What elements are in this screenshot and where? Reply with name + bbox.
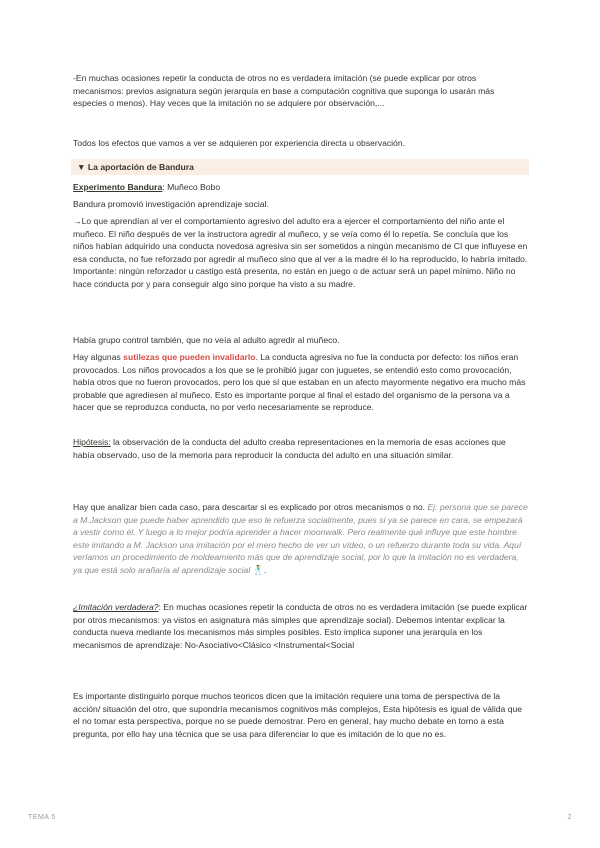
hypothesis-label: Hipótesis: <box>73 437 111 447</box>
toggle-bandura-header[interactable] <box>71 159 529 175</box>
analysis-text: Hay que analizar bien cada caso, para descartar si es explicado por otros mecanismos o no. <box>73 502 428 512</box>
page-number: 2 <box>567 814 572 821</box>
control-group-paragraph <box>73 334 529 347</box>
experiment-text: →Lo que aprendían al ver el comportamiento agresivo del adulto era a ejercer el comportamiento del niño ante el muñeco. El niño después de ver la instructora agredir al muñeco, y se veía como él lo repetía. Se concluía que los niños habían adquirido una conducta novedosa agresiva sin ser sometidos a ningún mecanismo de CI que influyese en esa conducta, no fue reforzado por agredir al muñeco sino que al ver a la madre él lo ha reproducido, lo habría imitado. Importante: ningún reforzador u castigo está presenta, no están en juego o de actuar será un papel mínimo. Niño no hace conducta por y para conseguir algo sino porque ha visto a su madre. <box>73 216 528 289</box>
experiment-paragraph <box>73 215 529 291</box>
true-imitation-paragraph <box>73 601 529 651</box>
intro-text-1: -En muchas ocasiones repetir la conducta de otros no es verdadera imitación (se puede explicar por otros mecanismos: previos asignatura según jerarquía en base a computación cognitiva que suponga lo usarán más especies o menos). Hay veces que la imitación no se adquiere por observación,... <box>73 73 495 109</box>
intro-paragraph-1 <box>73 72 529 110</box>
experiment-heading <box>73 181 529 194</box>
dancer-icon: 🕺 <box>252 564 264 575</box>
true-imitation-text: : En muchas ocasiones repetir la conducta de otros no es verdadera imitación (se puede explicar por otros mecanismos: ya vistos en asignatura más simples que aprendizaje social). Debemos intentar explicar la conducta nueva mediante los mecanismos más simples posibles. Esto implica suponer una jerarquía en los mecanismos de aprendizaje: No-Asociativo<Clásico <Instrumental<Social <box>73 602 528 650</box>
distinguish-text: Es importante distinguirlo porque muchos teoricos dicen que la imitación requiere una toma de perspectiva de la acción/ situación del otro, que supondría mecanismos cognitivos más complejos, Esta hipótesis es igual de válida que el no tomar esta perspectiva, porque no se puede demostrar. Pero en general, hay mucho debate en torno a esta pregunta, por ello hay una técnica que se usa para diferenciar lo que es imitación de lo que no es. <box>73 691 523 739</box>
footer-label: TEMA 5 <box>28 814 56 821</box>
toggle-title: La aportación de Bandura <box>87 162 194 172</box>
subtleties-text: . La conducta agresiva no fue la conducta por defecto: los niños eran provocados. Los niños provocados a los que se le prohibió jugar con juguetes, se entendió esto como provocación, había otros que no fueron provocados, pero los que sí que estaban en un afecto mayormente negativo era mucho más probable que agrediesen al muñeco. Esto es importante porque al final el estado del organismo de la persona va a hacer que se reproduzca conducta, no por verlo necesariamente se reproduce. <box>73 352 526 413</box>
intro-text-2: Todos los efectos que vamos a ver se adquieren por experiencia directa u observación. <box>73 138 406 148</box>
subtleties-intro: Hay algunas <box>73 352 124 362</box>
intro-paragraph-2 <box>73 137 529 150</box>
hypothesis-text: la observación de la conducta del adulto creaba representaciones en la memoria de esas acciones que había observado, uso de la memoria para reproducir la conducta del adulto en una situación similar. <box>73 437 506 460</box>
hypothesis-paragraph <box>73 436 529 461</box>
bandura-text: Bandura promovió investigación aprendizaje social. <box>73 199 269 209</box>
analysis-end: . <box>263 564 267 575</box>
subtleties-highlight: sutilezas que pueden invalidarlo <box>123 352 256 362</box>
control-group-text: Había grupo control también, que no veía al adulto agredir al muñeco. <box>73 335 340 345</box>
true-imitation-label: ¿Imitación verdadera? <box>73 602 159 612</box>
analysis-example: Ej: persona que se parece a M.Jackson que puede haber aprendido que eso le refuerza socialmente, pues si ya se parece en cara, se empezará a vestir como él. Y luego a lo mejor podría aprender a hacer moonwalk. Pero realmente qué influye que este hombre este imitando a M. Jackson una imitación por el mero hecho de ver un vídeo, o un refuerzo durante toda su vida. Aquí veríamos un procedimiento de moldeamiento más que de aprendizaje social, por lo que la imitación no es verdadera, ya que está solo arañaría al aprendizaje social <box>73 502 528 575</box>
experiment-label: Experimento Bandura <box>73 182 163 192</box>
bandura-line <box>73 198 529 211</box>
distinguish-paragraph <box>73 690 529 740</box>
analysis-paragraph <box>73 501 529 577</box>
experiment-subtitle: : Muñeco Bobo <box>162 182 221 192</box>
subtleties-paragraph <box>73 351 529 414</box>
triangle-down-icon[interactable]: ▼ <box>77 162 86 172</box>
